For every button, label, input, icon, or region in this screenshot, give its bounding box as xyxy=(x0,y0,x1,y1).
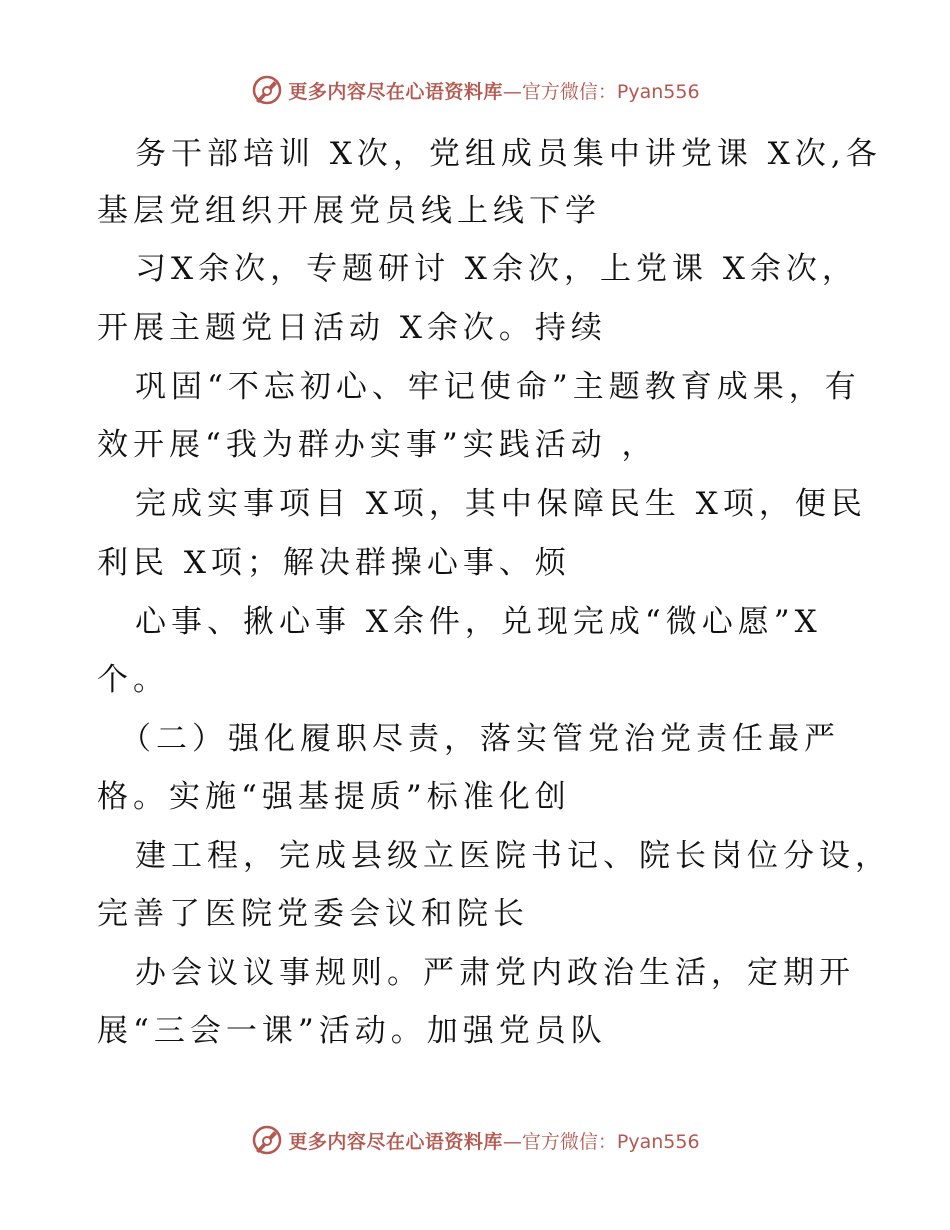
quill-logo-icon xyxy=(250,1123,284,1157)
text-line: 格。实施“强基提质”标准化创 xyxy=(97,779,571,815)
quill-logo-icon xyxy=(250,73,284,107)
footer-official-text: —官方微信：Pyan556 xyxy=(502,1130,700,1153)
text-line: 习X余次，专题研讨 X余次，上党课 X余次， xyxy=(135,251,858,287)
header-brand-text: 更多内容尽在心语资料库 xyxy=(288,80,503,103)
text-line: 展“三会一课”活动。加强党员队 xyxy=(97,1013,607,1049)
text-line: 基层党组织开展党员线上线下学 xyxy=(97,193,601,229)
header-official-text: —官方微信：Pyan556 xyxy=(502,80,700,103)
text-line: 完善了医院党委会议和院长 xyxy=(97,896,529,932)
text-line: 办会议议事规则。严肃党内政治生活，定期开 xyxy=(135,955,855,991)
text-line: 务干部培训 X次，党组成员集中讲党课 X次,各 xyxy=(135,136,882,172)
header-watermark-banner xyxy=(0,70,950,110)
section-heading-line: （二）强化履职尽责，落实管党治党责任最严 xyxy=(120,721,840,757)
footer-watermark-banner xyxy=(0,1120,950,1160)
text-line: 利民 X项；解决群操心事、烦 xyxy=(97,545,571,581)
text-line: 完成实事项目 X项，其中保障民生 X项，便民 xyxy=(135,486,867,522)
footer-brand-text: 更多内容尽在心语资料库 xyxy=(288,1130,503,1153)
text-line: 巩固“不忘初心、牢记使命”主题教育成果，有 xyxy=(135,369,861,405)
text-line: 心事、揪心事 X余件，兑现完成“微心愿”X xyxy=(135,604,822,640)
text-line: 个。 xyxy=(97,662,169,698)
text-line: 建工程，完成县级立医院书记、院长岗位分设， xyxy=(135,838,891,874)
text-line: 效开展“我为群办实事”实践活动 ， xyxy=(97,427,658,463)
text-line: 开展主题党日活动 X余次。持续 xyxy=(97,310,607,346)
